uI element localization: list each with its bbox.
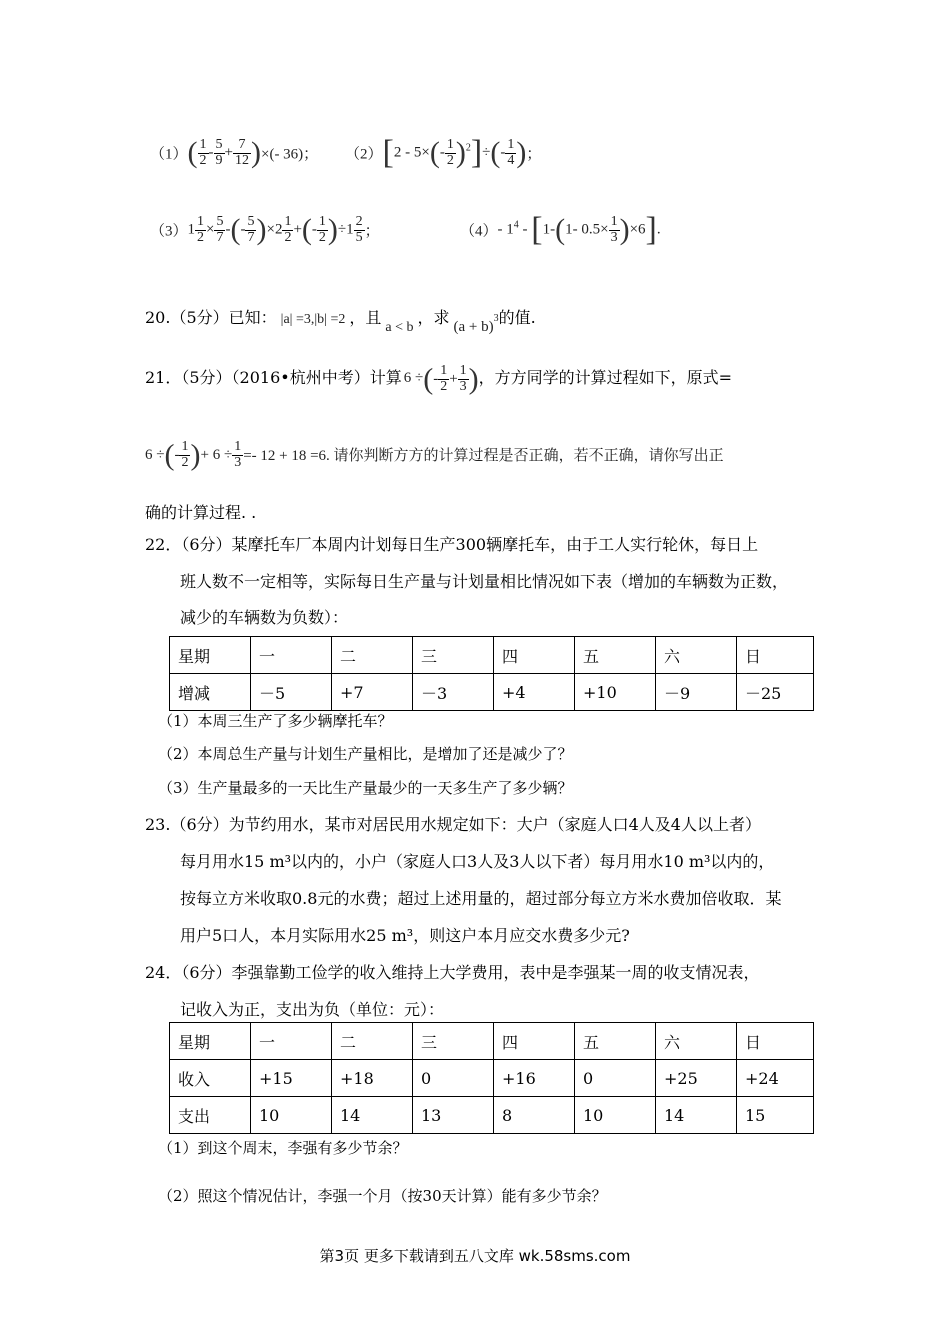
q22-line3: 减少的车辆数为负数）： [180,608,349,627]
q24-sub1: （1）到这个周末，李强有多少节余？ [158,1139,408,1157]
q24-line1: 24．（6分）李强靠勤工俭学的收入维持上大学费用，表中是李强某一周的收支情况表， [145,963,760,982]
table-row: 星期 一 二 三 四 五 六 日 [170,1023,814,1060]
q22-sub2: （2）本周总生产量与计划生产量相比，是增加了还是减少了？ [158,745,573,763]
q20-condition: |a| =3,|b| =2 [280,312,346,327]
q19-p3-label: （3） [150,223,188,240]
table-row: 支出 10 14 13 8 10 14 15 [170,1097,814,1134]
q23-line4: 用户5口人，本月实际用水25 m³，则这户本月应交水费多少元? [180,926,630,945]
q19-p4-label: （4） [460,223,498,240]
q21-line1: 21．（5分）（2016•杭州中考）计算 6 ÷(- $\frac{1}{2}$ + $\frac{1}{3}$ )，方方同学的计算过程如下，原式= [145,362,733,396]
q23-line2: 每月用水15 m³以内的，小户（家庭人口3人及3人以下者）每月用水10 m³以内的， [180,852,775,871]
q22-sub1: （1）本周三生产了多少辆摩托车？ [158,712,393,730]
q21-line2: 6 ÷(- $\frac{1}{2}$ )+ 6 ÷ $\frac{1}{3}$ =- 12 + 18 =6. 请你判断方方的计算过程是否正确，若不正确，请你写出正 [145,438,724,472]
q22-line1: 22．（6分）某摩托车厂本周内计划每日生产300辆摩托车，由于工人实行轮休，每日上 [145,535,759,554]
q19-p1-tail: ×(- 36)； [260,146,319,163]
q19-part1-expression: （1）( $\frac{1}{2}$ - $\frac{5}{9}$ + $\frac{7}{12}$ )×(- 36)； [150,136,319,170]
q24-line2: 记收入为正，支出为负（单位：元）： [180,1000,445,1019]
page-footer: 第3页 更多下载请到五八文库 wk.58sms.com [319,1247,631,1265]
table-row: 星期 一 二 三 四 五 六 日 [170,637,814,674]
q23-line1: 23.（6分）为节约用水，某市对居民用水规定如下：大户（家庭人口4人及4人以上者） [145,815,761,834]
q19-part3-expression: （3）1 $\frac{1}{2}$ × $\frac{5}{7}$ -(- $\frac{5}{7}$ )×2 $\frac{1}{2}$ +(- $\frac{1}{2}$ )÷1 $\frac{2}{5}$ ； [150,213,380,247]
q20-line: 20.（5分）已知： |a| =3,|b| =2 ，且a < b，求 $(a + b)^3$的值. [145,308,536,335]
q22-table [169,636,814,711]
q19-p2-a: 2 - 5× [393,144,430,161]
q22-line2: 班人数不一定相等，实际每日生产量与计划量相比情况如下表（增加的车辆数为正数， [180,572,789,591]
q21-line3: 确的计算过程. . [145,503,257,522]
table-row: 增减 －5 +7 －3 +4 +10 －9 －25 [170,674,814,711]
table-row: 收入 +15 +18 0 +16 0 +25 +24 [170,1060,814,1097]
q19-part4-expression: （4）- $1^4 - [1-(1-$ 0.5× $\frac{1}{3}$ )×6]. [460,211,661,248]
q19-part2-expression: （2）[2 - 5×(- $\frac{1}{2}$ )$^2$]÷(- $\frac{1}{4}$ )； [345,134,542,171]
q24-sub2: （2）照这个情况估计，李强一个月（按30天计算）能有多少节余？ [158,1187,607,1205]
q19-p1-label: （1） [150,146,188,163]
q22-sub3: （3）生产量最多的一天比生产量最少的一天多生产了多少辆？ [158,779,573,797]
q19-p2-label: （2） [345,146,383,163]
q24-table [169,1022,814,1134]
q23-line3: 按每立方米收取0.8元的水费；超过上述用量的，超过部分每立方米水费加倍收取．某 [180,889,782,908]
